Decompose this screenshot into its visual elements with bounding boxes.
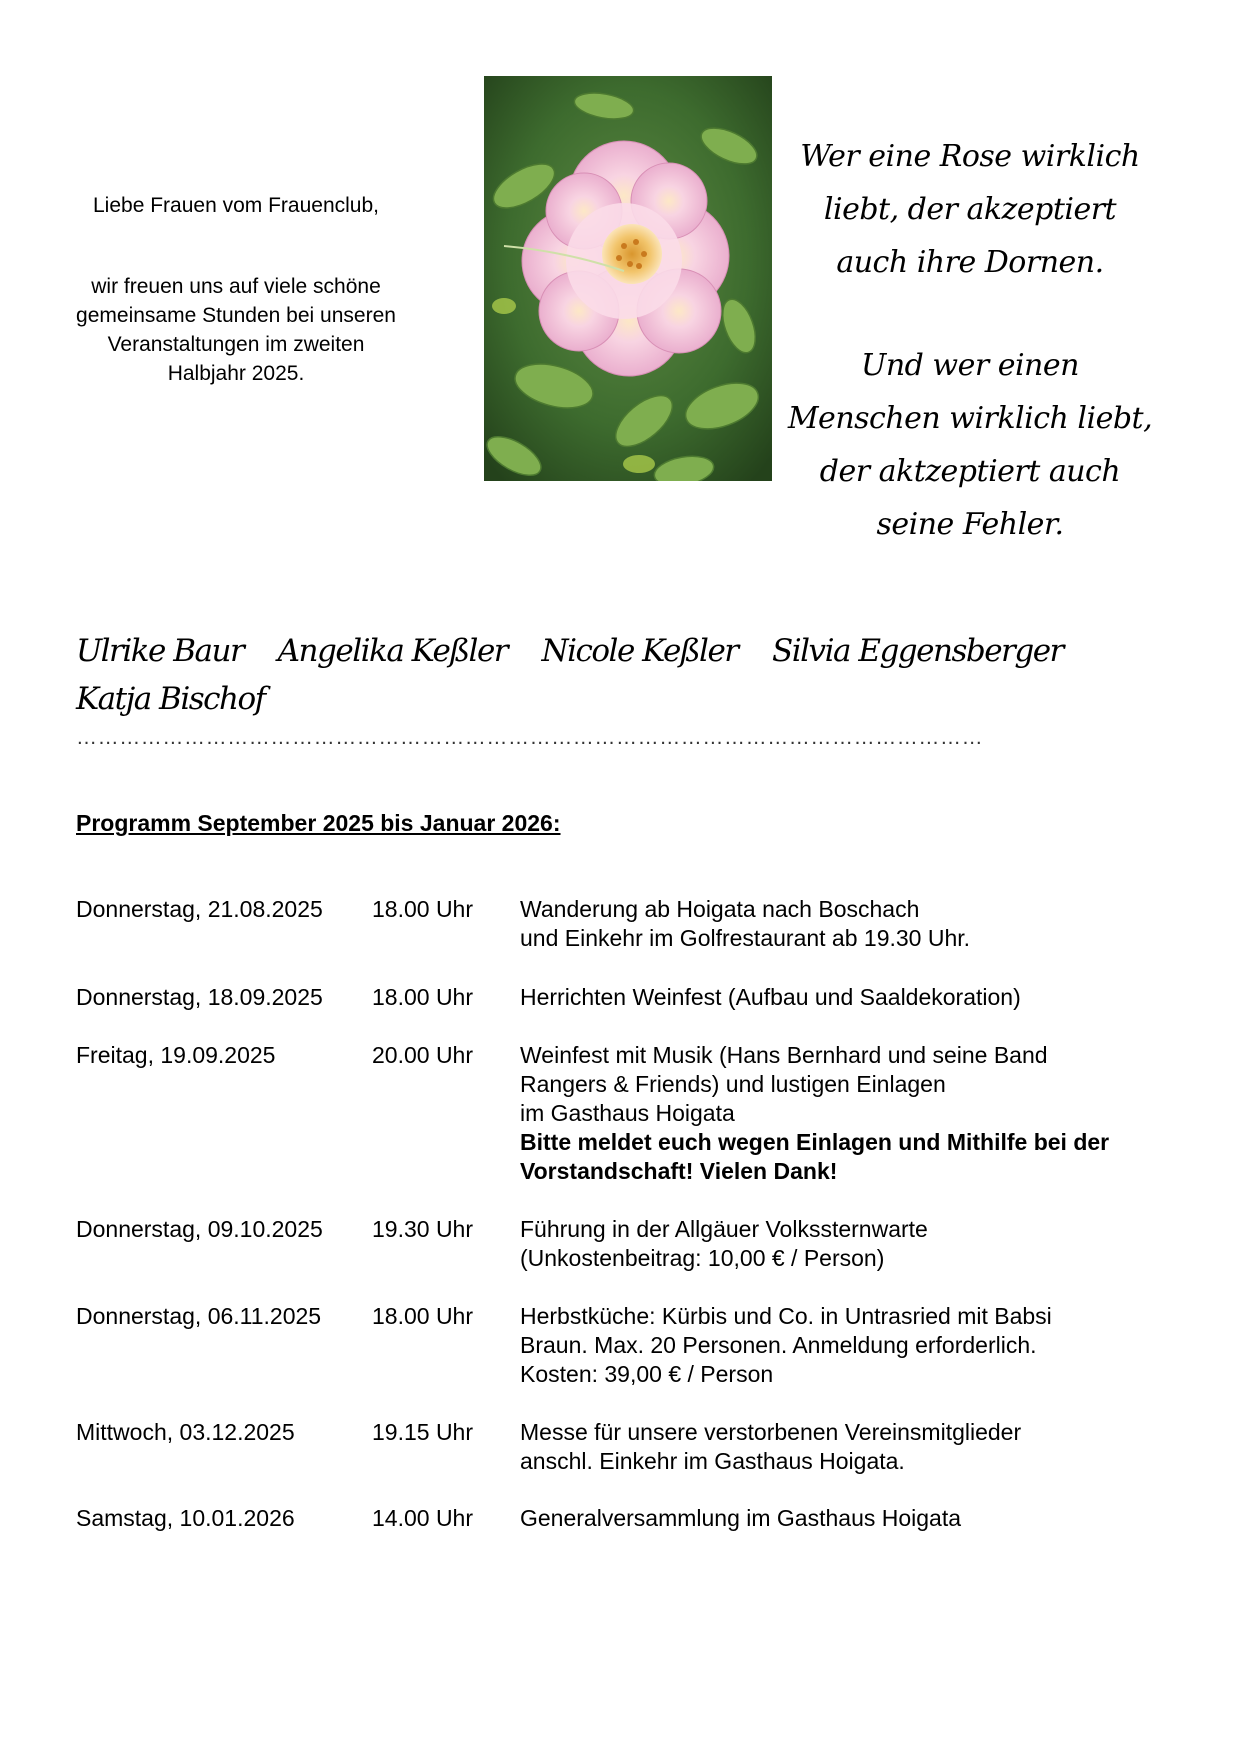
event-line: im Gasthaus Hoigata xyxy=(520,1100,735,1126)
event-line: anschl. Einkehr im Gasthaus Hoigata. xyxy=(520,1448,905,1474)
member-name: Silvia Eggensberger xyxy=(771,633,1063,669)
greeting-salutation: Liebe Frauen vom Frauenclub, xyxy=(93,194,379,217)
event-row xyxy=(76,983,1176,1012)
event-time: 14.00 Uhr xyxy=(372,1505,474,1531)
event-description xyxy=(520,983,1176,1012)
event-note: Vorstandschaft! Vielen Dank! xyxy=(520,1158,838,1184)
event-time: 19.15 Uhr xyxy=(372,1419,474,1445)
event-date: Samstag, 10.01.2026 xyxy=(76,1505,295,1531)
event-date: Donnerstag, 06.11.2025 xyxy=(76,1303,322,1329)
event-line: Messe für unsere verstorbenen Vereinsmitglieder xyxy=(520,1419,1022,1445)
event-row xyxy=(76,1302,1176,1389)
event-line: Wanderung ab Hoigata nach Boschach xyxy=(520,896,920,922)
event-row xyxy=(76,895,1176,953)
quote-line: Menschen wirklich liebt, xyxy=(787,401,1153,436)
event-date: Donnerstag, 21.08.2025 xyxy=(76,896,323,922)
event-date: Mittwoch, 03.12.2025 xyxy=(76,1419,295,1445)
event-description xyxy=(520,1041,1176,1186)
event-time: 19.30 Uhr xyxy=(372,1216,474,1242)
event-line: Herrichten Weinfest (Aufbau und Saaldekoration) xyxy=(520,984,1021,1010)
quote-line: seine Fehler. xyxy=(876,507,1064,542)
board-members xyxy=(76,627,1136,723)
event-description xyxy=(520,1302,1176,1389)
event-note: Bitte meldet euch wegen Einlagen und Mithilfe bei der xyxy=(520,1129,1110,1155)
member-name: Angelika Keßler xyxy=(277,633,508,669)
event-date: Donnerstag, 09.10.2025 xyxy=(76,1216,323,1242)
event-date: Freitag, 19.09.2025 xyxy=(76,1042,276,1068)
event-description xyxy=(520,1504,1176,1533)
event-description xyxy=(520,895,1176,953)
event-line: Braun. Max. 20 Personen. Anmeldung erforderlich. xyxy=(520,1332,1037,1358)
rose-quote xyxy=(780,130,1160,551)
event-line: und Einkehr im Golfrestaurant ab 19.30 Uhr. xyxy=(520,925,971,951)
event-row xyxy=(76,1504,1176,1533)
quote-line: Und wer einen xyxy=(861,348,1079,383)
quote-line: liebt, der akzeptiert xyxy=(823,192,1117,227)
greeting-line: wir freuen uns auf viele schöne xyxy=(91,275,381,298)
event-row xyxy=(76,1418,1176,1476)
event-description xyxy=(520,1418,1176,1476)
event-line: (Unkostenbeitrag: 10,00 € / Person) xyxy=(520,1245,885,1271)
event-date: Donnerstag, 18.09.2025 xyxy=(76,984,323,1010)
rose-photo xyxy=(484,76,772,481)
quote-line: Wer eine Rose wirklich xyxy=(800,139,1140,174)
event-time: 18.00 Uhr xyxy=(372,1303,474,1329)
event-time: 20.00 Uhr xyxy=(372,1042,474,1068)
greeting-line: Veranstaltungen im zweiten xyxy=(107,333,365,356)
event-line: Herbstküche: Kürbis und Co. in Untrasried mit Babsi xyxy=(520,1303,1052,1329)
member-name: Nicole Keßler xyxy=(541,633,738,669)
event-description xyxy=(520,1215,1176,1273)
rose-image xyxy=(484,76,772,481)
program-title: Programm September 2025 bis Januar 2026: xyxy=(76,810,561,836)
greeting-line: Halbjahr 2025. xyxy=(167,362,305,385)
greeting-line: gemeinsame Stunden bei unseren xyxy=(76,304,396,327)
event-time: 18.00 Uhr xyxy=(372,896,474,922)
event-line: Weinfest mit Musik (Hans Bernhard und seine Band xyxy=(520,1042,1048,1068)
event-row xyxy=(76,1215,1176,1273)
event-row xyxy=(76,1041,1176,1186)
member-name: Katja Bischof xyxy=(76,681,265,717)
event-time: 18.00 Uhr xyxy=(372,984,474,1010)
event-list xyxy=(76,895,1176,1533)
event-line: Rangers & Friends) und lustigen Einlagen xyxy=(520,1071,946,1097)
event-line: Führung in der Allgäuer Volkssternwarte xyxy=(520,1216,928,1242)
member-name: Ulrike Baur xyxy=(76,633,244,669)
event-line: Generalversammlung im Gasthaus Hoigata xyxy=(520,1505,962,1531)
dotted-divider: ……………………………………………………………………………………………………………… xyxy=(76,726,984,749)
event-line: Kosten: 39,00 € / Person xyxy=(520,1361,774,1387)
quote-line: auch ihre Dornen. xyxy=(836,245,1104,280)
quote-line: der aktzeptiert auch xyxy=(819,454,1121,489)
greeting xyxy=(66,191,406,388)
